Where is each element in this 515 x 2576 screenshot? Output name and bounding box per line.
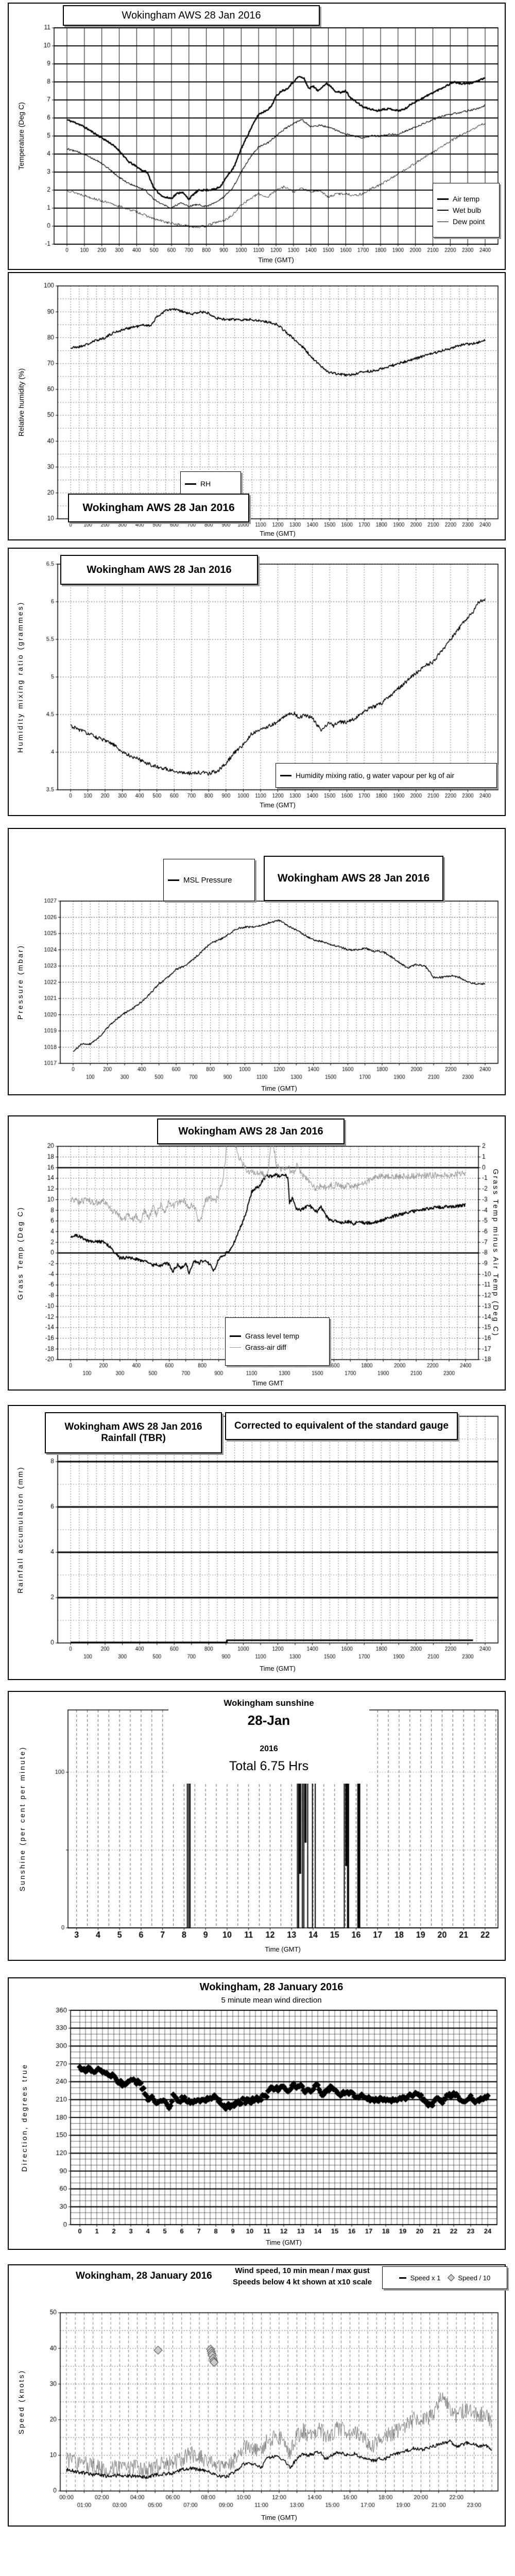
chart-year: 2016 bbox=[260, 1744, 278, 1753]
chart-heading1: Wind speed, 10 min mean / max gust bbox=[235, 2266, 370, 2275]
chart-title-box bbox=[45, 1412, 222, 1453]
chart-title: Wokingham AWS 28 Jan 2016 bbox=[277, 872, 430, 884]
rh-line-sample bbox=[185, 483, 196, 485]
speed-diamond-sample bbox=[448, 2274, 455, 2281]
wind-speed-plot bbox=[9, 2265, 505, 2523]
y-axis-label: Humidity mixing ratio (grammes) bbox=[16, 601, 24, 753]
speed-line-sample bbox=[399, 2277, 406, 2279]
chart-note-box bbox=[225, 1412, 458, 1440]
chart-panel-sunshine bbox=[8, 1691, 506, 1961]
grass-air-diff-line-sample bbox=[230, 1347, 241, 1348]
wet-bulb-line-sample bbox=[437, 210, 449, 211]
y-axis-label: Relative humidity (%) bbox=[17, 368, 25, 437]
chart-title: Wokingham sunshine bbox=[224, 1698, 314, 1708]
legend-item-air-temp: Air temp bbox=[437, 195, 495, 203]
chart-title: Wokingham AWS 28 Jan 2016 bbox=[64, 1421, 202, 1432]
legend-box bbox=[433, 183, 500, 238]
legend-item-rh: RH bbox=[185, 480, 236, 488]
y-axis-label: Sunshine (per cent per minute) bbox=[18, 1745, 26, 1892]
chart-title: Wokingham AWS 28 Jan 2016 bbox=[178, 1125, 323, 1137]
temperature-plot bbox=[9, 4, 505, 267]
y-axis-label: Rainfall accumulation (mm) bbox=[16, 1466, 24, 1594]
chart-panel-wind-speed bbox=[8, 2264, 506, 2527]
legend-item-wet-bulb: Wet bulb bbox=[437, 206, 495, 214]
chart-title-box bbox=[63, 5, 320, 26]
chart-title-box bbox=[157, 1118, 345, 1144]
chart-title-box bbox=[264, 856, 443, 901]
legend-box bbox=[180, 471, 241, 496]
chart-title: Wokingham AWS 28 Jan 2016 bbox=[122, 9, 261, 21]
legend-box bbox=[163, 859, 255, 901]
x-axis-label: Time (GMT) bbox=[261, 2514, 297, 2521]
chart-panel-temperature bbox=[8, 3, 506, 270]
chart-title: Wokingham, 28 January 2016 bbox=[199, 1981, 344, 1993]
chart-subtitle: Rainfall (TBR) bbox=[101, 1433, 166, 1444]
legend-box bbox=[382, 2266, 507, 2289]
legend-item-mixing-ratio: Humidity mixing ratio, g water vapour per kg of air bbox=[280, 771, 492, 779]
legend-item-msl-pressure: MSL Pressure bbox=[168, 876, 250, 885]
y-axis-label: Pressure (mbar) bbox=[16, 944, 24, 1020]
chart-note: Corrected to equivalent of the standard gauge bbox=[234, 1420, 449, 1431]
legend-item-grass-air-diff: Grass-air diff bbox=[230, 1343, 325, 1351]
chart-heading2: Speeds below 4 kt shown at x10 scale bbox=[232, 2278, 372, 2286]
chart-date: 28-Jan bbox=[247, 1713, 290, 1728]
chart-subtitle: 5 minute mean wind direction bbox=[221, 1996, 322, 2005]
x-axis-label: Time (GMT) bbox=[266, 2239, 302, 2246]
chart-title: Wokingham AWS 28 Jan 2016 bbox=[87, 564, 232, 575]
x-axis-label: Time (GMT) bbox=[260, 530, 296, 537]
chart-panel-rainfall bbox=[8, 1405, 506, 1680]
y-axis-label: Direction, degrees true bbox=[20, 2063, 28, 2172]
chart-panel-grass-temperature bbox=[8, 1115, 506, 1391]
x-axis-label: Time (GMT) bbox=[260, 1665, 296, 1672]
chart-panel-relative-humidity bbox=[8, 272, 506, 540]
x-axis-label: Time GMT bbox=[252, 1379, 284, 1387]
x-axis-label: Time (GMT) bbox=[260, 801, 296, 809]
chart-title-box bbox=[68, 494, 249, 522]
y-axis-label: Grass Temp (Deg C) bbox=[16, 1206, 24, 1300]
legend-box bbox=[276, 763, 497, 788]
x-axis-label: Time (GMT) bbox=[261, 1084, 297, 1092]
y-axis-label: Temperature (Deg C) bbox=[17, 102, 25, 170]
chart-total: Total 6.75 Hrs bbox=[229, 1759, 309, 1773]
chart-title: Wokingham, 28 January 2016 bbox=[76, 2270, 212, 2281]
air-temp-line-sample bbox=[437, 198, 449, 200]
mixing-ratio-line-sample bbox=[280, 775, 291, 776]
legend-item-dew-point: Dew point bbox=[437, 217, 495, 226]
chart-panel-msl-pressure bbox=[8, 828, 506, 1095]
wind-direction-plot bbox=[9, 1978, 505, 2247]
x-axis-label: Time (GMT) bbox=[265, 1945, 301, 1953]
grass-temp-line-sample bbox=[230, 1335, 241, 1337]
legend-box bbox=[225, 1317, 330, 1366]
legend-item-speed-div10: Speed / 10 bbox=[449, 2274, 490, 2282]
x-axis-label: Time (GMT) bbox=[258, 256, 294, 264]
msl-pressure-line-sample bbox=[168, 879, 179, 881]
chart-title-box bbox=[60, 555, 258, 585]
legend-item-speed-x1: Speed x 1 bbox=[399, 2274, 441, 2282]
chart-panel-wind-direction bbox=[8, 1977, 506, 2250]
chart-title: Wokingham AWS 28 Jan 2016 bbox=[82, 502, 235, 514]
chart-panel-humidity-mixing-ratio bbox=[8, 548, 506, 816]
y-axis-label: Speed (knots) bbox=[17, 2369, 25, 2435]
y2-axis-label: Grass Temp minus Air Temp (Deg C) bbox=[492, 1168, 500, 1337]
legend-item-grass-level-temp: Grass level temp bbox=[230, 1332, 325, 1340]
